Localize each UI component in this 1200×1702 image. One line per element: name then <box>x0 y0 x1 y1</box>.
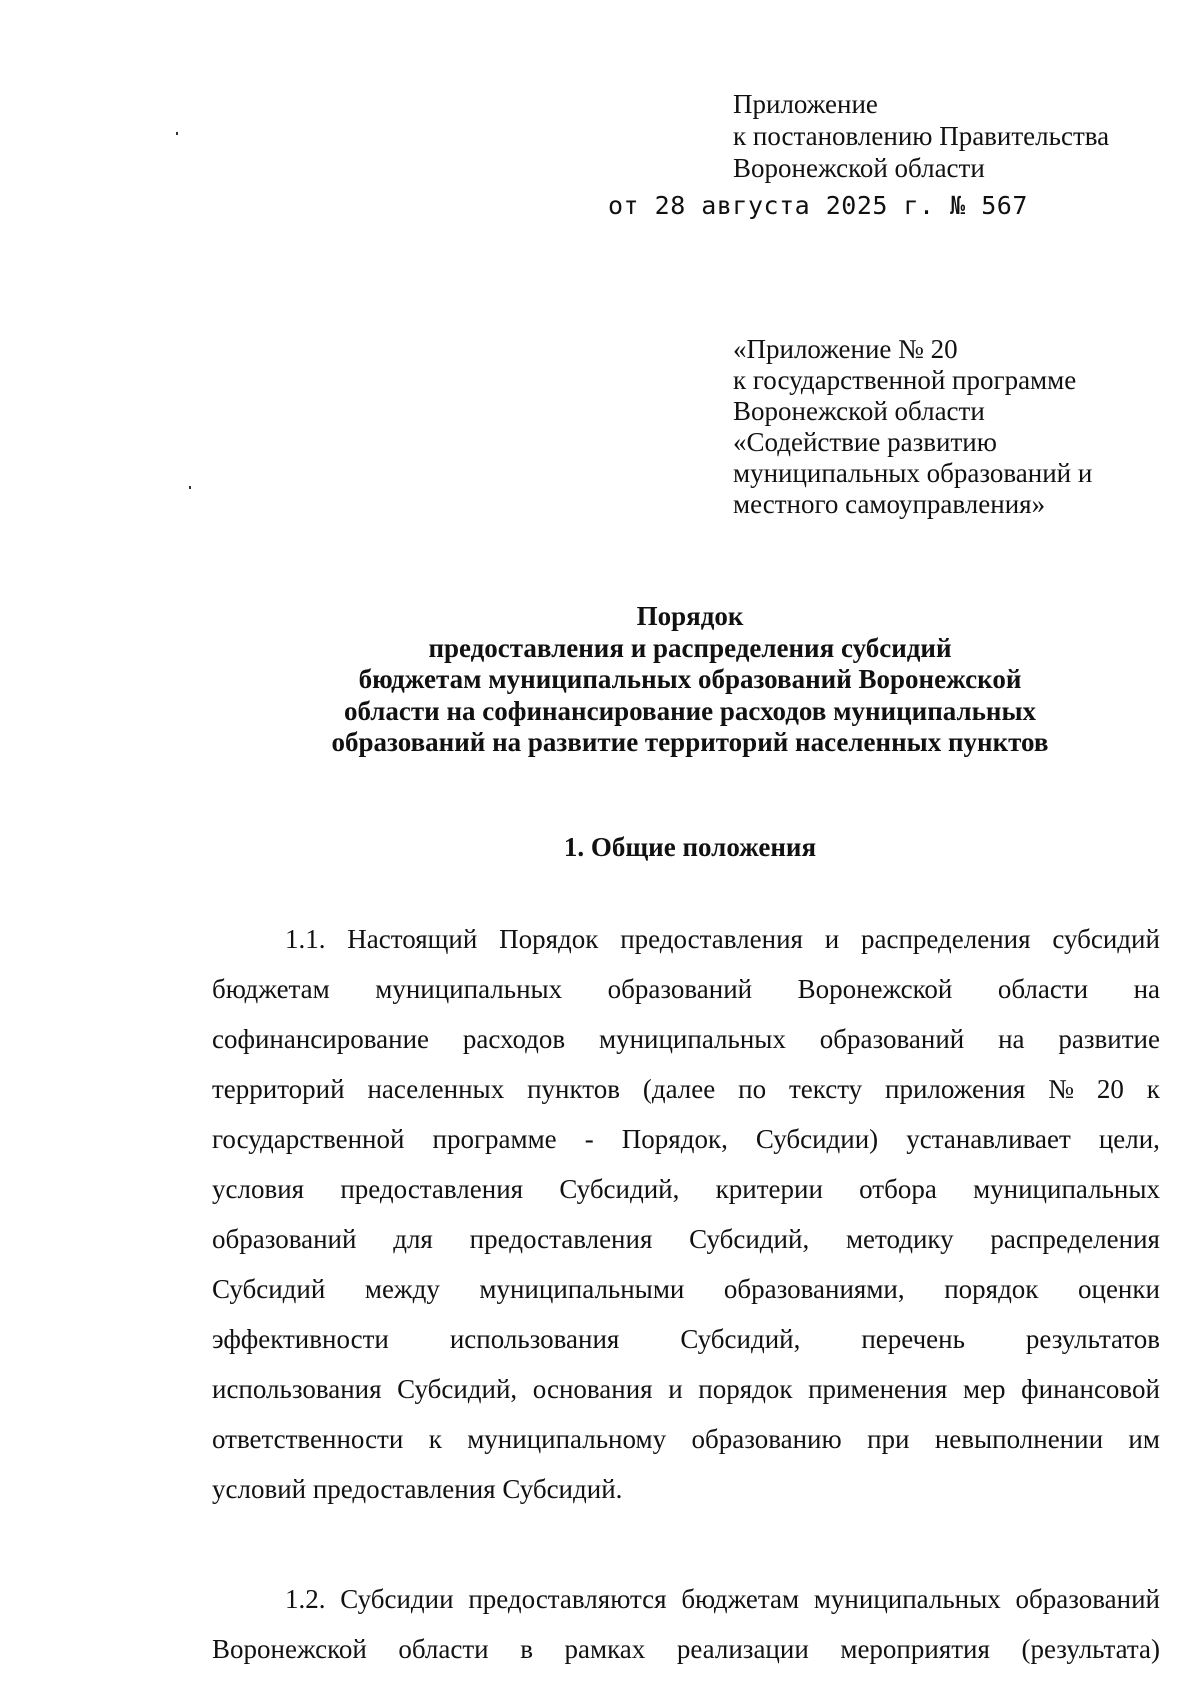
text-word: (результата) <box>1021 1634 1160 1664</box>
text-word: и <box>668 1374 683 1404</box>
title-line: области на софинансирование расходов муниципальных <box>343 695 1037 726</box>
header-line: Приложение <box>733 89 878 119</box>
resolution-header <box>733 88 1109 184</box>
text-word: Воронежской <box>797 974 953 1004</box>
text-word: государственной <box>212 1124 405 1154</box>
text-line <box>212 1314 1160 1364</box>
text-word: Субсидий, <box>397 1374 518 1404</box>
text-word: образованию <box>691 1424 842 1454</box>
text-word: порядок <box>698 1374 793 1404</box>
header-line: Воронежской области <box>733 153 985 183</box>
text-word: софинансирование <box>212 1024 430 1054</box>
text-line <box>212 1214 1160 1264</box>
document-title <box>230 601 1150 759</box>
scan-speck <box>189 486 191 489</box>
text-word: к <box>428 1424 442 1454</box>
title-line: образований на развитие территорий населенных пунктов <box>331 727 1049 757</box>
annex-line: Воронежской области <box>733 396 985 426</box>
header-line: к постановлению Правительства <box>733 121 1110 151</box>
text-word: образований <box>819 1024 965 1054</box>
text-word: критерии <box>715 1174 823 1204</box>
text-word: Воронежской <box>212 1634 367 1664</box>
text-word: муниципальному <box>467 1424 667 1454</box>
text-word: при <box>867 1424 910 1454</box>
text-word: рамках <box>564 1634 646 1664</box>
text-word: мер <box>962 1374 1006 1404</box>
text-line <box>212 1624 1160 1674</box>
text-line <box>212 914 1160 964</box>
text-line <box>212 1364 1160 1414</box>
text-word: перечень <box>861 1324 965 1354</box>
text-word: 1.1. <box>285 924 326 954</box>
text-word: в <box>520 1634 533 1664</box>
text-word: невыполнении <box>934 1424 1104 1454</box>
text-word: условий предоставления Субсидий. <box>212 1474 623 1504</box>
text-word: пунктов <box>527 1074 620 1104</box>
text-word: ответственности <box>212 1424 404 1454</box>
text-word: цели, <box>1098 1124 1160 1154</box>
paragraph-1-2 <box>212 1574 1160 1674</box>
text-word: между <box>364 1274 440 1304</box>
text-word: Субсидий, <box>680 1324 801 1354</box>
text-word: Субсидии) <box>755 1124 879 1154</box>
text-word: предоставления <box>469 1224 653 1254</box>
text-word: области <box>997 974 1089 1004</box>
text-word: программе <box>432 1124 557 1154</box>
text-line <box>212 1164 1160 1214</box>
text-word: Субсидий <box>212 1274 326 1304</box>
text-word: образований <box>607 974 753 1004</box>
text-word: муниципальных <box>813 1584 1001 1614</box>
text-word: методику <box>845 1224 954 1254</box>
text-line <box>212 1014 1160 1064</box>
text-word: по <box>738 1074 767 1104</box>
text-word: порядок <box>944 1274 1039 1304</box>
annex-line: местного самоуправления» <box>733 489 1046 519</box>
text-line <box>212 1464 1160 1514</box>
annex-line: «Приложение № 20 <box>733 334 958 364</box>
text-word: финансовой <box>1021 1374 1160 1404</box>
title-line: предоставления и распределения субсидий <box>428 632 952 663</box>
text-line <box>212 1114 1160 1164</box>
text-word: субсидий <box>1052 924 1160 954</box>
text-word: Порядок, <box>621 1124 728 1154</box>
text-word: 20 <box>1096 1074 1124 1104</box>
text-word: Порядок <box>499 924 599 954</box>
text-word: муниципальных <box>599 1024 786 1054</box>
text-word: использования <box>449 1324 620 1354</box>
text-word: Субсидии <box>340 1584 454 1614</box>
text-line <box>212 1064 1160 1114</box>
section-heading: 1. Общие положения <box>563 832 817 862</box>
text-word: приложения <box>885 1074 1026 1104</box>
text-line <box>212 1414 1160 1464</box>
annex-line: к государственной программе <box>733 365 1077 395</box>
text-word: результатов <box>1025 1324 1160 1354</box>
text-word: (далее <box>642 1074 716 1104</box>
text-word: - <box>584 1124 594 1154</box>
annex-line: муниципальных образований и <box>733 458 1093 488</box>
text-word: бюджетам <box>212 974 330 1004</box>
text-word: предоставления <box>340 1174 524 1204</box>
title-line: бюджетам муниципальных образований Воронежской <box>358 664 1022 694</box>
text-word: мероприятия <box>840 1634 990 1664</box>
text-word: и <box>824 924 840 954</box>
text-word: Субсидий, <box>689 1224 810 1254</box>
text-word: муниципальными <box>479 1274 685 1304</box>
text-word: распределения <box>990 1224 1160 1254</box>
text-word: на <box>1133 974 1160 1004</box>
paragraph-1-1 <box>212 914 1160 1514</box>
text-word: условия <box>212 1174 305 1204</box>
text-word: муниципальных <box>973 1174 1160 1204</box>
text-word: предоставления <box>620 924 803 954</box>
text-word: реализации <box>676 1634 809 1664</box>
text-word: основания <box>532 1374 653 1404</box>
text-word: для <box>393 1224 433 1254</box>
title-line: Порядок <box>636 601 744 631</box>
annex-reference <box>733 334 1092 520</box>
text-word: Настоящий <box>347 924 478 954</box>
text-word: бюджетам <box>681 1584 800 1614</box>
text-word: муниципальных <box>375 974 563 1004</box>
text-word: образований <box>212 1224 357 1254</box>
text-word: устанавливает <box>906 1124 1071 1154</box>
text-word: предоставляются <box>468 1584 667 1614</box>
text-word: № <box>1048 1074 1074 1104</box>
text-word: образованиями, <box>723 1274 905 1304</box>
text-word: тексту <box>788 1074 863 1104</box>
text-word: территорий <box>212 1074 345 1104</box>
annex-line: «Содействие развитию <box>733 427 997 457</box>
text-word: использования <box>212 1374 382 1404</box>
text-word: эффективности <box>212 1324 389 1354</box>
text-word: 1.2. <box>285 1584 326 1614</box>
text-word: населенных <box>367 1074 505 1104</box>
scan-speck <box>176 132 178 135</box>
text-word: распределения <box>861 924 1031 954</box>
text-word: им <box>1128 1424 1160 1454</box>
text-word: расходов <box>462 1024 566 1054</box>
text-word: оценки <box>1078 1274 1160 1304</box>
text-line <box>212 1264 1160 1314</box>
text-line <box>212 964 1160 1014</box>
text-word: образований <box>1015 1584 1160 1614</box>
text-word: отбора <box>859 1174 937 1204</box>
resolution-date: от 28 августа 2025 г. № 567 <box>608 191 1028 220</box>
text-word: на <box>998 1024 1025 1054</box>
text-word: области <box>398 1634 489 1664</box>
text-word: применения <box>808 1374 948 1404</box>
text-word: к <box>1146 1074 1160 1104</box>
text-word: Субсидий, <box>559 1174 680 1204</box>
text-word: развитие <box>1058 1024 1160 1054</box>
text-line <box>212 1574 1160 1624</box>
